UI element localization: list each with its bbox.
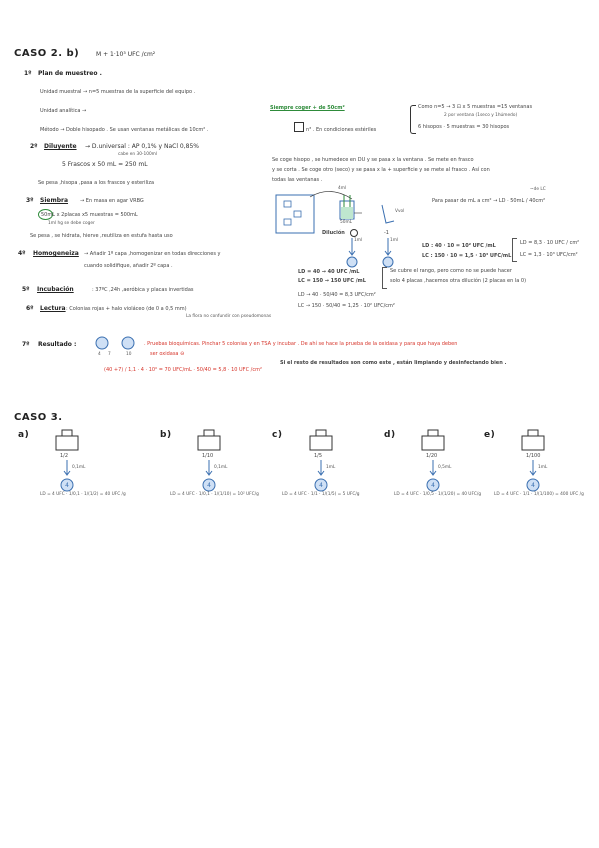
ld-per-ml: LD : 40 · 10 = 10² UFC /mL — [422, 243, 496, 249]
case3-title: CASO 3. — [14, 412, 63, 423]
diagram-50ml: 50mL — [340, 220, 353, 225]
lc-per-cm2: LC = 1,3 · 10³ UFC/cm² — [520, 252, 578, 258]
step7-number: 7º — [22, 341, 30, 348]
step1-green-note: Siempre coger + de 50cm² — [270, 105, 345, 111]
step6-title: Lectura — [40, 305, 66, 312]
diagram-vol: Vvol — [395, 209, 405, 214]
step3-title: Siembra — [40, 197, 69, 204]
case3-item — [272, 428, 392, 508]
flask-plate-icon — [190, 428, 230, 500]
step1-windows-note: 2 por ventana (1seco y 1húmedo) — [444, 113, 518, 118]
step6-number: 6º — [26, 305, 34, 312]
step1-windows-count: Como n=5 → 3 ⊡ x 5 muestras =15 ventanas — [418, 104, 533, 110]
case3-item-label: d) — [384, 430, 396, 440]
case3-item-ld: LD = 4 UFC · 1/0,1 · 1/(1/2) = 40 UFC /g — [40, 492, 126, 497]
step5-title: Incubación — [37, 286, 74, 293]
result-calc: (40 +7) / 1,1 · 4 · 10⁰ = 70 UFC/mL · 50/40 = 5,8 · 10 UFC /cm² — [104, 367, 262, 373]
flask-plate-icon — [514, 428, 554, 500]
case3-item-ld: LD = 4 UFC · 1/0,1 · 1/(1/10) = 10² UFC/g — [170, 492, 259, 497]
case3-item-ld: LD = 4 UFC · 1/0,5 · 1/(1/20) = 40 UFC/g — [394, 492, 482, 497]
result-biochem-1: . Pruebas bioquímicas. Pinchar 5 colonias y en TSA y incubar . De ahí se hace la prueba de la oxidasa y para que haya deben — [144, 341, 458, 347]
case3-item-ld: LD = 4 UFC · 1/1 · 1/(1/100) = 400 UFC /g — [494, 492, 584, 497]
step1-sample-unit: Unidad muestral → n=5 muestras de la superficie del equipo . — [40, 89, 196, 95]
lc-plate: LC = 150 → 150 UFC /mL — [298, 278, 366, 284]
case3-item-dilution: 1/10 — [202, 453, 214, 459]
flask-plate-icon — [302, 428, 342, 500]
range-remark-1: Se cubre el rango, pero como no se puede hacer — [390, 268, 512, 274]
step3-note: 1ml hg se debe coger — [48, 221, 95, 226]
lc-calc: LC → 150 · 50/40 = 1,25 · 10² UFC/cm² — [298, 303, 395, 309]
ld-plate: LD = 40 → 40 UFC /mL — [298, 269, 360, 275]
step2-flasks: 5 Frascos x 50 mL = 250 mL — [62, 161, 148, 168]
swab-explanation-3: todas las ventanas . — [272, 177, 323, 183]
case3-item-volume: 1mL — [326, 465, 336, 470]
lc-per-ml: LC : 150 · 10 = 1,5 · 10³ UFC/mL — [422, 253, 512, 259]
case3-item-dilution: 1/20 — [426, 453, 438, 459]
ld-per-cm2: LD = 8,3 · 10 UFC / cm² — [520, 240, 580, 246]
step1-analytic-unit: Unidad analítica → — [40, 108, 87, 114]
step2-number: 2º — [30, 143, 38, 150]
step3-number: 3º — [26, 197, 34, 204]
step1-title: Plan de muestreo . — [38, 70, 102, 77]
case2-title: CASO 2. b) — [14, 48, 80, 59]
svg-text:4: 4 — [531, 482, 535, 489]
case3-item-volume: 0,1mL — [72, 465, 86, 470]
svg-text:4: 4 — [431, 482, 435, 489]
step4-number: 4º — [18, 250, 26, 257]
case3-item-dilution: 1/100 — [526, 453, 541, 459]
brace-icon-2 — [512, 238, 517, 262]
case3-item-volume: 1mL — [538, 465, 548, 470]
step1-method: Método → Doble hisopado . Se usan ventanas metálicas de 10cm² . — [40, 127, 209, 133]
flask-plate-icon — [414, 428, 454, 500]
brace-icon-3 — [382, 267, 387, 289]
result-count-c: 10 — [126, 352, 132, 357]
conversion-formula: Para pasar de mL a cm² → LD · 50mL / 40cm² — [432, 198, 546, 204]
range-remark-2: solo 4 placas ,hacemos otra dilución (2 placas en la 0) — [390, 278, 527, 284]
step1-method-suffix: n³ . En condiciones estériles — [306, 127, 377, 133]
case3-item — [18, 428, 138, 508]
conversion-note: ~de LC — [530, 187, 546, 192]
result-conclusion: Si el resto de resultados son como este , están limpiando y desinfectando bien . — [280, 360, 507, 366]
case3-item-label: b) — [160, 430, 172, 440]
step5-number: 5º — [22, 286, 30, 293]
case3-item-dilution: 1/5 — [314, 453, 323, 459]
step4-line1: → Añadir 1º capa ,homogenizar en todas direcciones y — [84, 251, 221, 257]
flask-plate-icon — [48, 428, 88, 500]
diagram-1ml-a: 1ml — [354, 238, 363, 243]
step2-diluent: → D.universal : AP 0,1% y NaCl 0,85% — [85, 143, 199, 150]
case3-item-dilution: 1/2 — [60, 453, 69, 459]
step3-medium: → En masa en agar VRBG — [80, 198, 144, 204]
result-biochem-2: ser oxidasa ⊖ — [150, 351, 185, 357]
window-square-icon — [294, 122, 304, 132]
case3-item-label: a) — [18, 430, 30, 440]
case3-item-label: c) — [272, 430, 283, 440]
step1-number: 1º — [24, 70, 32, 77]
result-count-a: 4 — [98, 352, 101, 357]
ld-calc: LD → 40 · 50/40 = 8,3 UFC/cm² — [298, 292, 376, 298]
step2-title: Diluyente — [44, 143, 77, 150]
step7-title: Resultado : — [38, 341, 77, 348]
step6-reading: : Colonias rojas + halo violáceo (de 0 a 0,5 mm) — [66, 306, 187, 312]
step2-note: cabe en 30-100ml — [118, 152, 158, 157]
step1-swabs-count: 6 hisopos · 5 muestras = 30 hisopos — [418, 124, 510, 130]
svg-text:4: 4 — [65, 482, 69, 489]
plates-diagram — [330, 236, 420, 272]
svg-text:4: 4 — [319, 482, 323, 489]
step2-process: Se pesa ,hisopa ,pasa a los frascos y esteriliza — [38, 180, 155, 186]
case2-microbial-limit: M + 1·10³ UFC /cm² — [96, 51, 156, 58]
step3-volume: 50mL x 2placas x5 muestras = 500mL — [41, 212, 138, 218]
brace-icon — [410, 105, 416, 134]
swab-explanation-1: Se coge hisopo , se humedece en DU y se pasa x la ventana . Se mete en frasco — [272, 157, 474, 163]
step6-note: La flora no confundir con pseudomonas — [186, 314, 272, 319]
case3-item-ld: LD = 4 UFC · 1/1 · 1/(1/5) = 5 UFC/g — [282, 492, 360, 497]
svg-text:4: 4 — [207, 482, 211, 489]
step3-process: Se pesa , se hidrata, hierve ,reutiliza en estufa hasta uso — [30, 233, 173, 239]
swab-explanation-2: y se corta . Se coge otro (seco) y se pasa x la + superficie y se mete al frasco . Así con — [272, 167, 490, 173]
step4-title: Homogeneiza — [33, 250, 79, 257]
case3-item — [484, 428, 599, 508]
step4-line2: cuando solidifique, añadir 2º capa . — [84, 263, 173, 269]
step5-conditions: : 37ºC ,24h ,aeróbica y placas invertidas — [92, 287, 194, 293]
diagram-1ml-b: 1ml — [390, 238, 399, 243]
case3-item-label: e) — [484, 430, 496, 440]
diagram-dilution: Dilución — [322, 230, 345, 236]
case3-item-volume: 0,1mL — [214, 465, 228, 470]
case3-item — [160, 428, 283, 508]
diagram-minus1: -1 — [384, 230, 389, 236]
case3-item-volume: 0,5mL — [438, 465, 452, 470]
diagram-4ml: 4ml — [338, 186, 347, 191]
result-count-b: 7 — [108, 352, 111, 357]
